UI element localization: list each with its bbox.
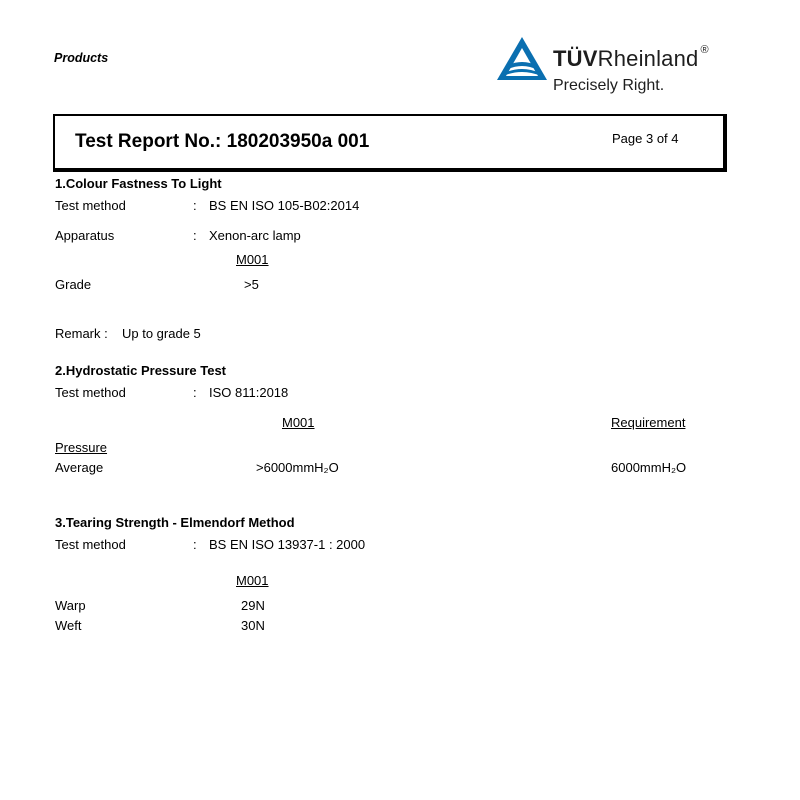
- report-title: Test Report No.: 180203950a 001: [75, 131, 370, 152]
- s2-average-label: Average: [55, 460, 104, 475]
- s1-remark-label: Remark :: [55, 326, 108, 341]
- s2-sample-header: M001: [282, 415, 315, 430]
- s3-method-value: BS EN ISO 13937-1 : 2000: [209, 537, 366, 552]
- brand-suffix: Rheinland: [597, 46, 699, 71]
- brand-tagline: Precisely Right.: [553, 77, 665, 94]
- s1-method-value: BS EN ISO 105-B02:2014: [209, 198, 360, 213]
- s1-apparatus-value: Xenon-arc lamp: [209, 228, 301, 243]
- s2-method-value: ISO 811:2018: [209, 385, 289, 400]
- section-3-title: 3.Tearing Strength - Elmendorf Method: [55, 515, 295, 530]
- s3-method-colon: :: [193, 537, 197, 552]
- s1-grade-label: Grade: [55, 277, 92, 292]
- section-1-title: 1.Colour Fastness To Light: [55, 176, 222, 191]
- s1-remark-value: Up to grade 5: [122, 326, 201, 341]
- brand-name: [553, 46, 709, 72]
- registered-mark: ®: [700, 44, 709, 56]
- s2-method-colon: :: [193, 385, 197, 400]
- s1-sample-header: M001: [236, 252, 269, 267]
- s1-apparatus-label: Apparatus: [55, 228, 115, 243]
- s2-average-value: >6000mmH₂O: [256, 460, 339, 475]
- s2-pressure-label: Pressure: [55, 440, 108, 455]
- s1-method-colon: :: [193, 198, 197, 213]
- s2-requirement-value: 6000mmH₂O: [611, 460, 687, 475]
- s1-method-label: Test method: [55, 198, 126, 213]
- page-number: Page 3 of 4: [612, 131, 679, 146]
- products-label: Products: [54, 51, 109, 65]
- s3-weft-label: Weft: [55, 618, 82, 633]
- tuv-logo: [496, 36, 736, 98]
- s3-weft-value: 30N: [241, 618, 265, 633]
- s3-warp-label: Warp: [55, 598, 86, 613]
- s1-grade-value: >5: [244, 277, 259, 292]
- s2-method-label: Test method: [55, 385, 126, 400]
- tuv-triangle-icon: [496, 36, 548, 82]
- s3-sample-header: M001: [236, 573, 269, 588]
- section-2-title: 2.Hydrostatic Pressure Test: [55, 363, 226, 378]
- s3-warp-value: 29N: [241, 598, 265, 613]
- s3-method-label: Test method: [55, 537, 126, 552]
- s2-requirement-header: Requirement: [611, 415, 686, 430]
- brand-prefix: TÜV: [553, 46, 598, 71]
- s1-apparatus-colon: :: [193, 228, 197, 243]
